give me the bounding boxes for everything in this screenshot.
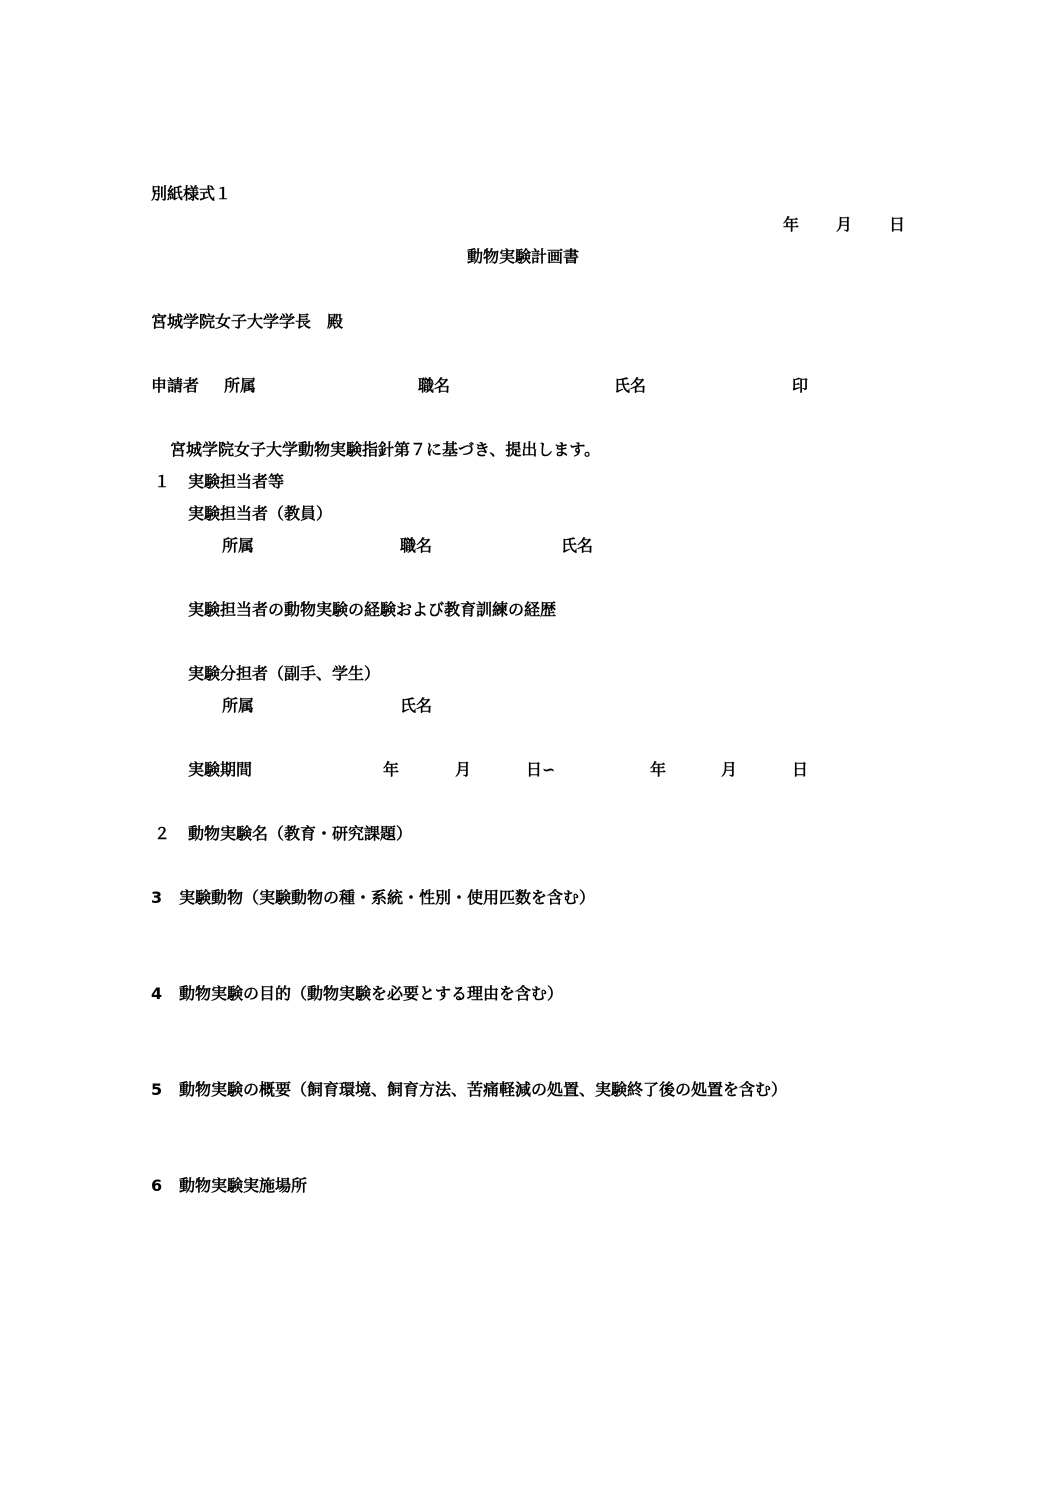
section-5-heading: 動物実験の概要（飼育環境、飼育方法、苦痛軽減の処置、実験終了後の処置を含む）	[179, 1080, 788, 1099]
period-start-day: 日∽	[526, 760, 556, 779]
applicant-seal-label: 印	[792, 376, 809, 395]
form-label: 別紙様式１	[151, 184, 232, 203]
section-4-heading: 動物実験の目的（動物実験を必要とする理由を含む）	[179, 984, 564, 1003]
applicant-name-label: 氏名	[614, 376, 647, 395]
section-2-number: ２	[154, 824, 171, 843]
section-2-heading: 動物実験名（教育・研究課題）	[188, 824, 413, 843]
experience-label: 実験担当者の動物実験の経験および教育訓練の経歴	[188, 600, 557, 619]
date-day: 日	[889, 215, 906, 234]
section-6-number: 6	[151, 1176, 163, 1195]
section-3-heading: 実験動物（実験動物の種・系統・性別・使用匹数を含む）	[179, 888, 596, 907]
period-start-year: 年	[383, 760, 400, 779]
assistant-label: 実験分担者（副手、学生）	[188, 664, 381, 683]
section-3-number: 3	[151, 888, 163, 907]
period-end-month: 月	[721, 760, 738, 779]
assistant-affiliation-label: 所属	[222, 696, 255, 715]
applicant-label: 申請者	[151, 376, 200, 395]
period-label: 実験期間	[188, 760, 253, 779]
lead-experimenter-label: 実験担当者（教員）	[188, 504, 333, 523]
document-title: 動物実験計画書	[467, 247, 580, 266]
section-6-heading: 動物実験実施場所	[179, 1176, 308, 1195]
applicant-affiliation-label: 所属	[224, 376, 257, 395]
period-start-month: 月	[455, 760, 472, 779]
section-1-number: １	[154, 472, 171, 491]
date-month: 月	[836, 215, 853, 234]
period-end-day: 日	[792, 760, 809, 779]
lead-affiliation-label: 所属	[222, 536, 255, 555]
section-1-heading: 実験担当者等	[188, 472, 285, 491]
addressee: 宮城学院女子大学学長 殿	[151, 312, 344, 331]
section-5-number: 5	[151, 1080, 163, 1099]
applicant-position-label: 職名	[418, 376, 451, 395]
lead-name-label: 氏名	[561, 536, 594, 555]
date-year: 年	[783, 215, 800, 234]
intro-text: 宮城学院女子大学動物実験指針第７に基づき、提出します。	[170, 440, 601, 459]
period-end-year: 年	[650, 760, 667, 779]
section-4-number: 4	[151, 984, 163, 1003]
assistant-name-label: 氏名	[400, 696, 433, 715]
lead-position-label: 職名	[400, 536, 433, 555]
